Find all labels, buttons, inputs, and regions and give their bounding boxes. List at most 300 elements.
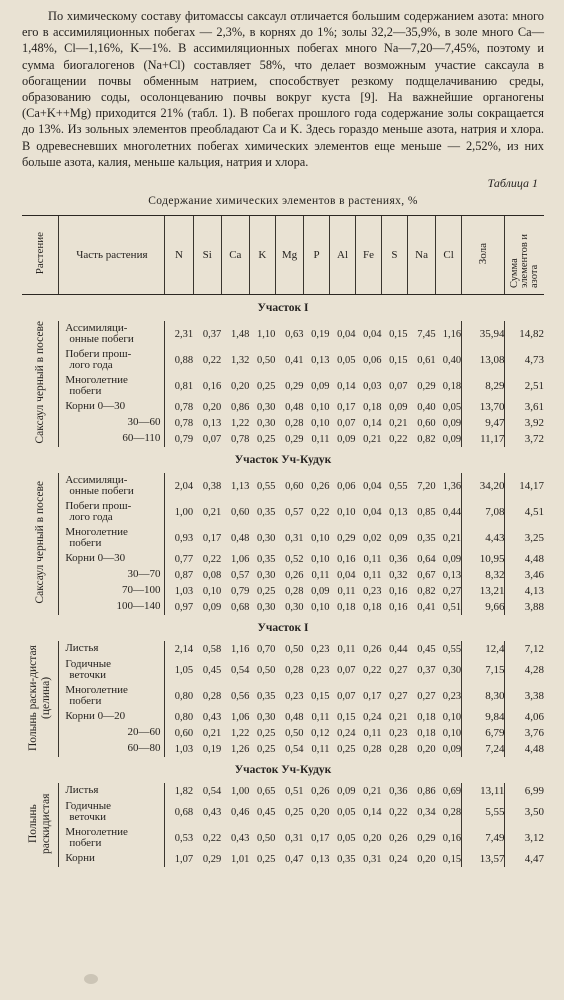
sum-value: 3,92 — [505, 415, 544, 431]
element-value-N: 0,97 — [165, 599, 193, 615]
plant-part-cell — [59, 799, 165, 825]
element-value-Na: 0,18 — [417, 727, 436, 739]
plant-part-label: Ассимиляци- — [65, 321, 128, 334]
plant-part-label: Многолетние — [65, 825, 128, 838]
element-value-Fe: 0,03 — [363, 380, 382, 392]
element-value-K: 0,45 — [257, 806, 276, 818]
ash-value: 7,49 — [462, 825, 505, 851]
element-value-Al: 0,07 — [337, 690, 356, 702]
element-value-Fe: 0,21 — [363, 785, 382, 797]
element-value-Mg: 0,51 — [285, 785, 304, 797]
element-value-Mg: 0,50 — [285, 727, 304, 739]
element-value-P: 0,10 — [311, 601, 330, 613]
plant-part-label: лого года — [69, 511, 113, 524]
element-value-Mg: 0,54 — [285, 743, 304, 755]
element-value-Ca: 0,86 — [231, 401, 250, 413]
element-value-N: 0,68 — [165, 799, 193, 825]
element-value-Cl: 0,40 — [442, 354, 462, 366]
element-value-Mg: 0,60 — [285, 480, 304, 492]
element-value-Si: 0,17 — [202, 532, 222, 544]
header-P: P — [304, 216, 330, 295]
element-value-Cl: 0,09 — [442, 743, 462, 755]
element-value-N: 0,78 — [165, 415, 193, 431]
element-value-Al: 0,04 — [337, 328, 356, 340]
plant-part-label: 60—80 — [127, 742, 161, 755]
element-value-S: 0,55 — [389, 480, 408, 492]
sum-value: 7,12 — [505, 641, 544, 657]
table-body — [22, 295, 544, 868]
element-value-Mg: 0,26 — [285, 569, 304, 581]
plant-part-cell — [59, 551, 165, 567]
header-Cl: Cl — [436, 216, 462, 295]
element-value-Si: 0,13 — [202, 417, 222, 429]
element-value-Mg: 0,28 — [285, 585, 304, 597]
section-title: Участок I — [257, 622, 309, 635]
ash-value: 5,55 — [462, 799, 505, 825]
table-row — [22, 551, 544, 567]
element-value-Mg: 0,41 — [285, 354, 304, 366]
plant-part-label: Корни 0—20 — [65, 710, 126, 723]
plant-name: Саксаул черный в посеве — [33, 481, 46, 604]
element-value-Ca: 0,60 — [231, 506, 250, 518]
element-value-Fe: 0,28 — [363, 743, 382, 755]
element-value-S: 0,32 — [389, 569, 408, 581]
plant-part-cell — [59, 399, 165, 415]
element-value-Ca: 1,22 — [231, 417, 250, 429]
ash-value: 12,4 — [462, 641, 505, 657]
plant-part-label: Листья — [65, 642, 99, 655]
sum-value: 4,73 — [505, 347, 544, 373]
sum-value: 14,82 — [505, 321, 544, 347]
element-value-Mg: 0,50 — [285, 643, 304, 655]
element-value-Si: 0,43 — [202, 711, 222, 723]
table-row — [22, 783, 544, 799]
element-value-K: 0,70 — [257, 643, 276, 655]
element-value-N: 0,80 — [165, 683, 193, 709]
ash-value: 8,32 — [462, 567, 505, 583]
element-value-K: 0,30 — [257, 417, 276, 429]
element-value-Na: 0,18 — [417, 711, 436, 723]
element-value-Ca: 1,48 — [231, 328, 250, 340]
sum-value: 3,38 — [505, 683, 544, 709]
ash-value: 7,15 — [462, 657, 505, 683]
plant-part-label: Многолетние — [65, 525, 128, 538]
element-value-Cl: 0,09 — [442, 417, 462, 429]
element-value-Na: 0,45 — [417, 643, 436, 655]
element-value-Fe: 0,11 — [363, 569, 382, 581]
table-row — [22, 709, 544, 725]
plant-part-cell — [59, 583, 165, 599]
element-value-Al: 0,17 — [337, 401, 356, 413]
element-value-Fe: 0,31 — [363, 853, 382, 865]
element-value-S: 0,27 — [389, 690, 408, 702]
element-value-Fe: 0,20 — [363, 832, 382, 844]
element-value-Na: 0,37 — [417, 664, 436, 676]
table-row — [22, 583, 544, 599]
element-value-Mg: 0,63 — [285, 328, 304, 340]
element-value-Na: 0,82 — [417, 585, 436, 597]
element-value-Si: 0,37 — [202, 328, 222, 340]
plant-name: Полынь раскидистая — [27, 793, 53, 854]
element-value-Cl: 0,27 — [442, 585, 462, 597]
element-value-Si: 0,19 — [202, 743, 222, 755]
element-value-P: 0,17 — [311, 832, 330, 844]
sum-value: 3,61 — [505, 399, 544, 415]
element-value-K: 0,50 — [257, 354, 276, 366]
element-value-Al: 0,35 — [337, 853, 356, 865]
plant-part-label: веточки — [69, 669, 106, 682]
element-value-P: 0,11 — [311, 743, 330, 755]
element-value-Mg: 0,28 — [285, 417, 304, 429]
element-value-N: 1,03 — [165, 583, 193, 599]
table-row — [22, 741, 544, 757]
table-row — [22, 525, 544, 551]
header-S: S — [382, 216, 408, 295]
element-value-Al: 0,10 — [337, 506, 356, 518]
element-value-Al: 0,05 — [337, 806, 356, 818]
element-value-Al: 0,14 — [337, 380, 356, 392]
ash-value: 13,08 — [462, 347, 505, 373]
sum-value: 3,12 — [505, 825, 544, 851]
element-value-K: 0,25 — [257, 727, 276, 739]
element-value-Na: 0,61 — [417, 354, 436, 366]
plant-part-label: Многолетние — [65, 373, 128, 386]
element-value-Fe: 0,11 — [363, 553, 382, 565]
element-value-K: 0,35 — [257, 553, 276, 565]
element-value-Si: 0,21 — [202, 727, 222, 739]
plant-part-cell — [59, 599, 165, 615]
element-value-Na: 0,85 — [417, 506, 436, 518]
header-part: Часть растения — [59, 216, 165, 295]
plant-part-label: 30—60 — [127, 416, 161, 429]
element-value-Cl: 0,28 — [442, 806, 462, 818]
element-value-Cl: 0,51 — [442, 601, 462, 613]
plant-name: Полынь раски-дистая (целина) — [27, 644, 53, 751]
element-value-S: 0,24 — [389, 853, 408, 865]
element-value-S: 0,21 — [389, 417, 408, 429]
element-value-Al: 0,11 — [337, 643, 356, 655]
element-value-K: 0,35 — [257, 506, 276, 518]
element-value-S: 0,23 — [389, 727, 408, 739]
element-value-Na: 0,64 — [417, 553, 436, 565]
element-value-Ca: 1,22 — [231, 727, 250, 739]
plant-part-label: онные побеги — [69, 333, 134, 346]
table-row — [22, 851, 544, 867]
element-value-P: 0,09 — [311, 380, 330, 392]
element-value-Fe: 0,14 — [363, 806, 382, 818]
element-value-Fe: 0,21 — [363, 433, 382, 445]
plant-part-label: Годичные — [65, 799, 112, 812]
sum-value: 4,48 — [505, 551, 544, 567]
element-value-S: 0,09 — [389, 401, 408, 413]
element-value-P: 0,15 — [311, 690, 330, 702]
element-value-Si: 0,08 — [202, 569, 222, 581]
element-value-K: 0,25 — [257, 743, 276, 755]
element-value-Al: 0,09 — [337, 433, 356, 445]
element-value-Si: 0,09 — [202, 601, 222, 613]
element-value-Na: 0,60 — [417, 417, 436, 429]
section-title: Участок Уч-Кудук — [234, 454, 332, 467]
table-caption: Содержание химических элементов в растениях, % — [148, 195, 418, 208]
plant-part-cell — [59, 431, 165, 447]
plant-part-cell — [59, 725, 165, 741]
element-value-N: 1,03 — [165, 741, 193, 757]
element-value-N: 0,88 — [165, 347, 193, 373]
header-Fe: Fe — [356, 216, 382, 295]
section-title-row — [22, 757, 544, 783]
element-value-K: 0,25 — [257, 585, 276, 597]
element-value-Fe: 0,22 — [363, 664, 382, 676]
plant-part-label: 100—140 — [116, 600, 161, 613]
element-value-Ca: 1,32 — [231, 354, 250, 366]
table-row — [22, 373, 544, 399]
element-value-K: 0,50 — [257, 664, 276, 676]
element-value-Cl: 0,09 — [442, 553, 462, 565]
element-value-K: 0,30 — [257, 401, 276, 413]
element-value-Al: 0,05 — [337, 354, 356, 366]
plant-part-label: онные побеги — [69, 485, 134, 498]
plant-part-cell — [59, 347, 165, 373]
element-value-Fe: 0,26 — [363, 643, 382, 655]
ash-value: 6,79 — [462, 725, 505, 741]
element-value-Cl: 0,05 — [442, 401, 462, 413]
sum-value: 3,25 — [505, 525, 544, 551]
sum-value: 2,51 — [505, 373, 544, 399]
element-value-Mg: 0,47 — [285, 853, 304, 865]
table-row — [22, 415, 544, 431]
plant-part-label: веточки — [69, 811, 106, 824]
sum-value: 6,99 — [505, 783, 544, 799]
sum-value: 4,28 — [505, 657, 544, 683]
plant-name-cell — [22, 321, 59, 447]
element-value-N: 2,04 — [165, 473, 193, 499]
element-value-Si: 0,16 — [202, 380, 222, 392]
sum-value: 4,13 — [505, 583, 544, 599]
table-row — [22, 321, 544, 347]
element-value-Si: 0,54 — [202, 785, 222, 797]
element-value-K: 0,35 — [257, 690, 276, 702]
element-value-N: 1,07 — [165, 851, 193, 867]
element-value-P: 0,10 — [311, 417, 330, 429]
element-value-K: 0,25 — [257, 853, 276, 865]
element-value-N: 0,78 — [165, 399, 193, 415]
element-value-Cl: 0,10 — [442, 711, 462, 723]
plant-part-label: Листья — [65, 784, 99, 797]
sum-value: 3,76 — [505, 725, 544, 741]
plant-part-cell — [59, 567, 165, 583]
table-row — [22, 567, 544, 583]
table-row — [22, 825, 544, 851]
element-value-K: 0,30 — [257, 532, 276, 544]
element-value-Si: 0,28 — [202, 690, 222, 702]
plant-part-cell — [59, 373, 165, 399]
element-value-Na: 0,29 — [417, 380, 436, 392]
element-value-Ca: 1,06 — [231, 553, 250, 565]
element-value-Al: 0,15 — [337, 711, 356, 723]
plant-part-cell — [59, 641, 165, 657]
element-value-N: 0,60 — [165, 725, 193, 741]
element-value-S: 0,21 — [389, 711, 408, 723]
element-value-P: 0,26 — [311, 785, 330, 797]
header-Ca: Ca — [221, 216, 249, 295]
element-value-Ca: 0,20 — [231, 380, 250, 392]
element-value-Si: 0,22 — [202, 553, 222, 565]
table-row — [22, 725, 544, 741]
element-value-K: 1,10 — [257, 328, 276, 340]
plant-part-label: побеги — [69, 385, 102, 398]
element-value-P: 0,09 — [311, 585, 330, 597]
element-value-Mg: 0,31 — [285, 532, 304, 544]
element-value-P: 0,10 — [311, 553, 330, 565]
element-value-P: 0,10 — [311, 532, 330, 544]
plant-part-label: побеги — [69, 537, 102, 550]
element-value-Fe: 0,18 — [363, 401, 382, 413]
sum-value: 3,88 — [505, 599, 544, 615]
element-value-Cl: 1,36 — [442, 480, 462, 492]
element-value-Na: 0,41 — [417, 601, 436, 613]
header-Na: Na — [407, 216, 435, 295]
element-value-Mg: 0,57 — [285, 506, 304, 518]
element-value-Mg: 0,28 — [285, 664, 304, 676]
element-value-P: 0,12 — [311, 727, 330, 739]
element-value-Na: 0,67 — [417, 569, 436, 581]
element-value-Ca: 1,01 — [231, 853, 250, 865]
element-value-Si: 0,22 — [202, 832, 222, 844]
ash-value: 4,43 — [462, 525, 505, 551]
ash-value: 7,24 — [462, 741, 505, 757]
plant-part-cell — [59, 525, 165, 551]
sum-value: 3,50 — [505, 799, 544, 825]
element-value-Ca: 1,06 — [231, 711, 250, 723]
plant-part-cell — [59, 851, 165, 867]
plant-part-label: побеги — [69, 837, 102, 850]
plant-part-cell — [59, 741, 165, 757]
element-value-Na: 0,27 — [417, 690, 436, 702]
element-value-Mg: 0,23 — [285, 690, 304, 702]
element-value-S: 0,36 — [389, 785, 408, 797]
element-value-S: 0,26 — [389, 832, 408, 844]
element-value-Na: 0,82 — [417, 433, 436, 445]
element-value-Ca: 0,78 — [231, 433, 250, 445]
ash-value: 35,94 — [462, 321, 505, 347]
element-value-Si: 0,43 — [202, 806, 222, 818]
element-value-Al: 0,04 — [337, 569, 356, 581]
element-value-N: 1,05 — [165, 657, 193, 683]
plant-part-label: Корни 0—30 — [65, 400, 126, 413]
element-value-Ca: 0,68 — [231, 601, 250, 613]
plant-part-label: Корни 0—30 — [65, 552, 126, 565]
element-value-N: 0,80 — [165, 709, 193, 725]
element-value-Ca: 0,79 — [231, 585, 250, 597]
plant-name-cell — [22, 473, 59, 615]
sum-value: 4,06 — [505, 709, 544, 725]
element-value-N: 0,79 — [165, 431, 193, 447]
ash-value: 34,20 — [462, 473, 505, 499]
element-value-Al: 0,11 — [337, 585, 356, 597]
ash-value: 11,17 — [462, 431, 505, 447]
element-value-Fe: 0,06 — [363, 354, 382, 366]
section-title-row — [22, 615, 544, 641]
header-sum: Сумма элементов и азота — [505, 216, 544, 295]
plant-part-cell — [59, 499, 165, 525]
element-value-Al: 0,05 — [337, 832, 356, 844]
element-value-Al: 0,07 — [337, 664, 356, 676]
element-value-S: 0,07 — [389, 380, 408, 392]
table-row — [22, 657, 544, 683]
plant-part-label: Побеги прош- — [65, 347, 132, 360]
element-value-Na: 0,34 — [417, 806, 436, 818]
table-row — [22, 347, 544, 373]
element-value-Si: 0,58 — [202, 643, 222, 655]
element-value-K: 0,30 — [257, 569, 276, 581]
element-value-Fe: 0,24 — [363, 711, 382, 723]
element-value-Ca: 0,48 — [231, 532, 250, 544]
element-value-Cl: 0,23 — [442, 690, 462, 702]
element-value-Ca: 0,56 — [231, 690, 250, 702]
element-value-Cl: 0,69 — [442, 785, 462, 797]
element-value-S: 0,13 — [389, 506, 408, 518]
plant-part-label: 30—70 — [127, 568, 161, 581]
element-value-Fe: 0,18 — [363, 601, 382, 613]
element-value-S: 0,15 — [389, 354, 408, 366]
ash-value: 9,84 — [462, 709, 505, 725]
element-value-Cl: 0,16 — [442, 832, 462, 844]
plant-part-label: 70—100 — [121, 584, 161, 597]
plant-part-cell — [59, 473, 165, 499]
header-ash: Зола — [462, 216, 505, 295]
element-value-S: 0,16 — [389, 601, 408, 613]
ash-value: 9,47 — [462, 415, 505, 431]
header-Mg: Mg — [275, 216, 303, 295]
element-value-Fe: 0,04 — [363, 328, 382, 340]
element-value-Si: 0,22 — [202, 354, 222, 366]
element-value-Cl: 0,55 — [442, 643, 462, 655]
element-value-Al: 0,09 — [337, 785, 356, 797]
element-value-S: 0,28 — [389, 743, 408, 755]
element-value-Al: 0,25 — [337, 743, 356, 755]
element-value-P: 0,11 — [311, 711, 330, 723]
element-value-P: 0,26 — [311, 480, 330, 492]
header-Si: Si — [193, 216, 221, 295]
element-value-P: 0,13 — [311, 354, 330, 366]
element-value-Si: 0,07 — [202, 433, 222, 445]
element-value-P: 0,23 — [311, 643, 330, 655]
element-value-K: 0,30 — [257, 711, 276, 723]
element-value-N: 2,31 — [165, 321, 193, 347]
table-row — [22, 683, 544, 709]
element-value-Cl: 0,30 — [442, 664, 462, 676]
plant-part-label: Годичные — [65, 657, 112, 670]
header-K: K — [249, 216, 275, 295]
element-value-Si: 0,38 — [202, 480, 222, 492]
sum-value: 3,72 — [505, 431, 544, 447]
ash-value: 13,21 — [462, 583, 505, 599]
header-Al: Al — [330, 216, 356, 295]
sum-value: 14,17 — [505, 473, 544, 499]
plant-part-cell — [59, 657, 165, 683]
element-value-N: 0,93 — [165, 525, 193, 551]
body-paragraph: По химическому составу фитомассы саксаул отличается большим содержанием азота: много его в ассимиляционных побегах — 2,3%, в корнях до 1%; золы 32,2—35,9%, в золе много Ca—1,48%, Cl—1,16%, K—1%. В ассимиляционных побегах много Na—7,20—7,45%, поэтому и сумма биогалогенов (Na+Cl) составляет 58%, что делает возможным участие саксаула в обогащении почвы обменным натрием, способствует резкому подщелачиванию среды, образованию соды, осолонцеванию почвы вокруг куста [9]. На важнейшие органогены (Ca+K++Mg) приходится 21% (табл. 1). В побегах прошлого года содержание золы сокращается до 13%. Из зольных элементов преобладают Ca и K. Здесь гораздо меньше азота, натрия и хлора. В одревесневших многолетних побегах химических элементов еще меньше — 2,52%, из них больше азота, калия, меньше кальция, натрия и хлора. — [22, 9, 544, 169]
ash-value: 9,66 — [462, 599, 505, 615]
element-value-Na: 0,20 — [417, 853, 436, 865]
element-value-Cl: 0,21 — [442, 532, 462, 544]
plant-part-cell — [59, 783, 165, 799]
element-value-Na: 7,45 — [417, 328, 436, 340]
element-value-Si: 0,45 — [202, 664, 222, 676]
ash-value: 8,29 — [462, 373, 505, 399]
element-value-Na: 0,20 — [417, 743, 436, 755]
sum-value: 4,48 — [505, 741, 544, 757]
